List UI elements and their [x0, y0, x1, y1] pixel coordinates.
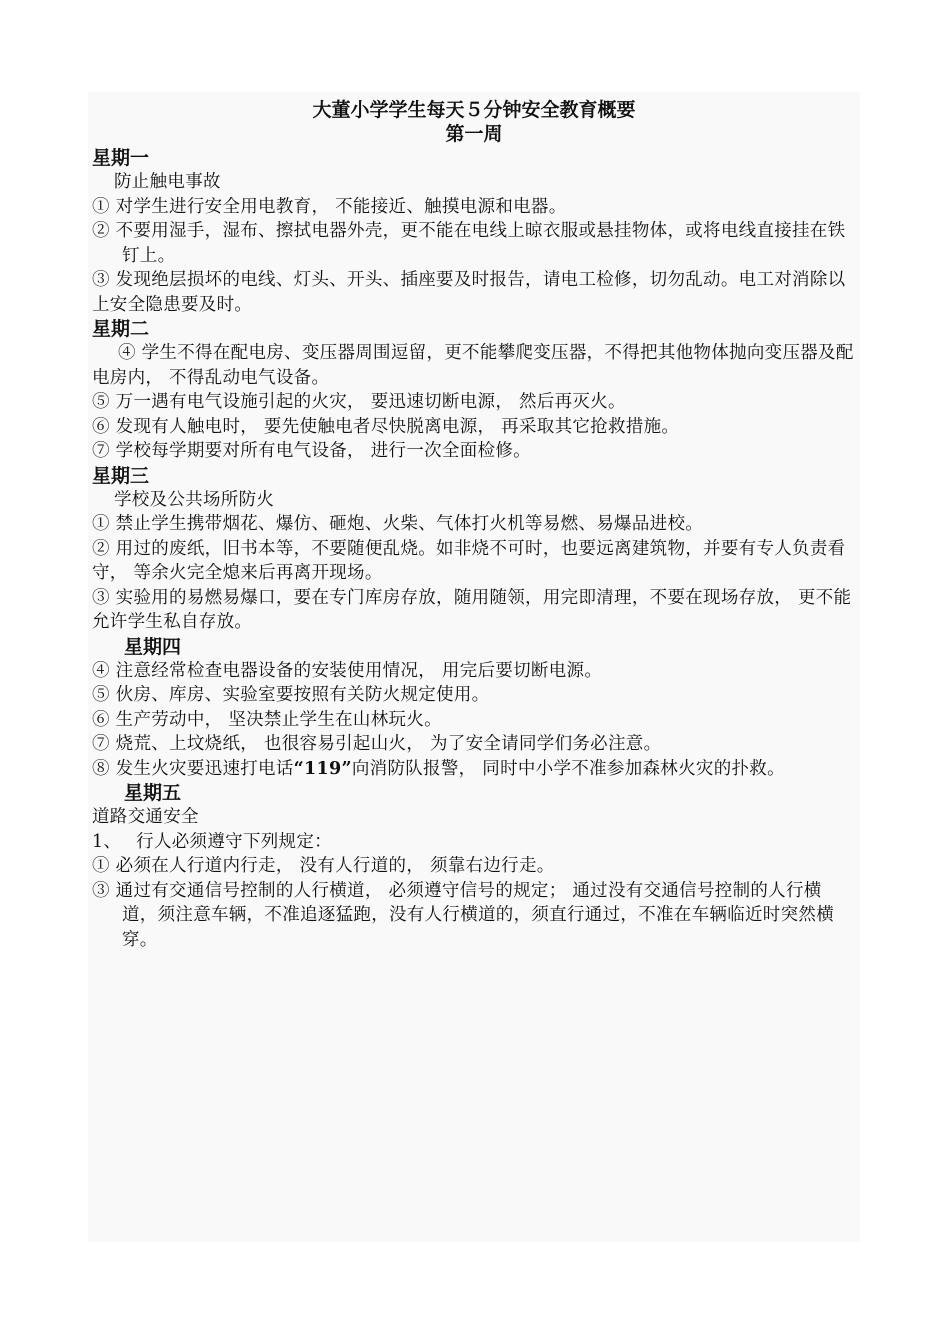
document-title: 大董小学学生每天５分钟安全教育概要: [312, 99, 636, 121]
list-item: ⑥ 发现有人触电时， 要先使触电者尽快脱离电源， 再采取其它抢救措施。: [92, 416, 680, 437]
rule-heading: 1、 行人必须遵守下列规定：: [92, 831, 332, 852]
list-item-fire-call: [92, 757, 856, 782]
day-heading-fri: 星期五: [124, 782, 182, 804]
list-item: ⑦ 烧荒、上坟烧纸， 也很容易引起山火， 为了安全请同学们务必注意。: [92, 734, 662, 754]
topic-mon: 防止触电事故: [114, 172, 221, 192]
list-item: ③ 发现绝层损坏的电线、灯头、开头、插座要及时报告，请电工检修，切勿乱动。电工对消除以上安全隐患要及时。: [92, 270, 846, 315]
fire-call-text-a: ⑧ 发生火灾要迅速打电话: [92, 758, 294, 779]
list-item: ② 用过的废纸，旧书本等，不要随便乱烧。如非烧不可时，也要远离建筑物，并要有专人负责看守， 等余火完全熄来后再离开现场。: [92, 538, 846, 583]
emergency-number: “119”: [293, 758, 352, 779]
day-heading-thu: 星期四: [124, 635, 182, 658]
day-heading-mon: 星期一: [92, 147, 150, 169]
day-heading-wed: 星期三: [92, 464, 150, 487]
list-item: ① 必须在人行道内行走， 没有人行道的， 须靠右边行走。: [92, 856, 555, 876]
list-item: ① 对学生进行安全用电教育， 不能接近、触摸电源和电器。: [92, 196, 567, 217]
list-item: ② 不要用湿手，湿布、擦拭电器外壳，更不能在电线上晾衣服或悬挂物体，或将电线直接挂在铁钉上。: [92, 221, 846, 266]
topic-fri: 道路交通安全: [92, 807, 199, 827]
topic-wed: 学校及公共场所防火: [114, 489, 275, 510]
document-page: [88, 92, 860, 1242]
list-item: ⑦ 学校每学期要对所有电气设备， 进行一次全面检修。: [92, 441, 531, 461]
list-item: ④ 学生不得在配电房、变压器周围逗留，更不能攀爬变压器，不得把其他物体抛向变压器及配电房内， 不得乱动电气设备。: [92, 343, 854, 388]
day-heading-tue: 星期二: [92, 318, 150, 340]
list-item: ⑤ 伙房、库房、实验室要按照有关防火规定使用。: [92, 685, 490, 705]
list-item: ③ 实验用的易燃易爆口，要在专门库房存放，随用随领，用完即清理，不要在现场存放， 更不能允许学生私自存放。: [92, 587, 852, 632]
document-subtitle: 第一周: [445, 123, 503, 145]
fire-call-text-b: 向消防队报警， 同时中小学不准参加森林火灾的扑救。: [351, 758, 785, 779]
list-item: ④ 注意经常检查电器设备的安装使用情况， 用完后要切断电源。: [92, 660, 603, 681]
list-item: ⑥ 生产劳动中， 坚决禁止学生在山林玩火。: [92, 709, 442, 730]
list-item: ① 禁止学生携带烟花、爆仿、砸炮、火柴、气体打火机等易燃、易爆品进校。: [92, 514, 704, 534]
list-item: ③ 通过有交通信号控制的人行横道， 必须遵守信号的规定； 通过没有交通信号控制的人行横道，须注意车辆，不准追逐猛跑，没有人行横道的，须直行通过，不准在车辆临近时突然横穿。: [92, 880, 834, 950]
list-item: ⑤ 万一遇有电气设施引起的火灾， 要迅速切断电源， 然后再灭火。: [92, 392, 626, 412]
